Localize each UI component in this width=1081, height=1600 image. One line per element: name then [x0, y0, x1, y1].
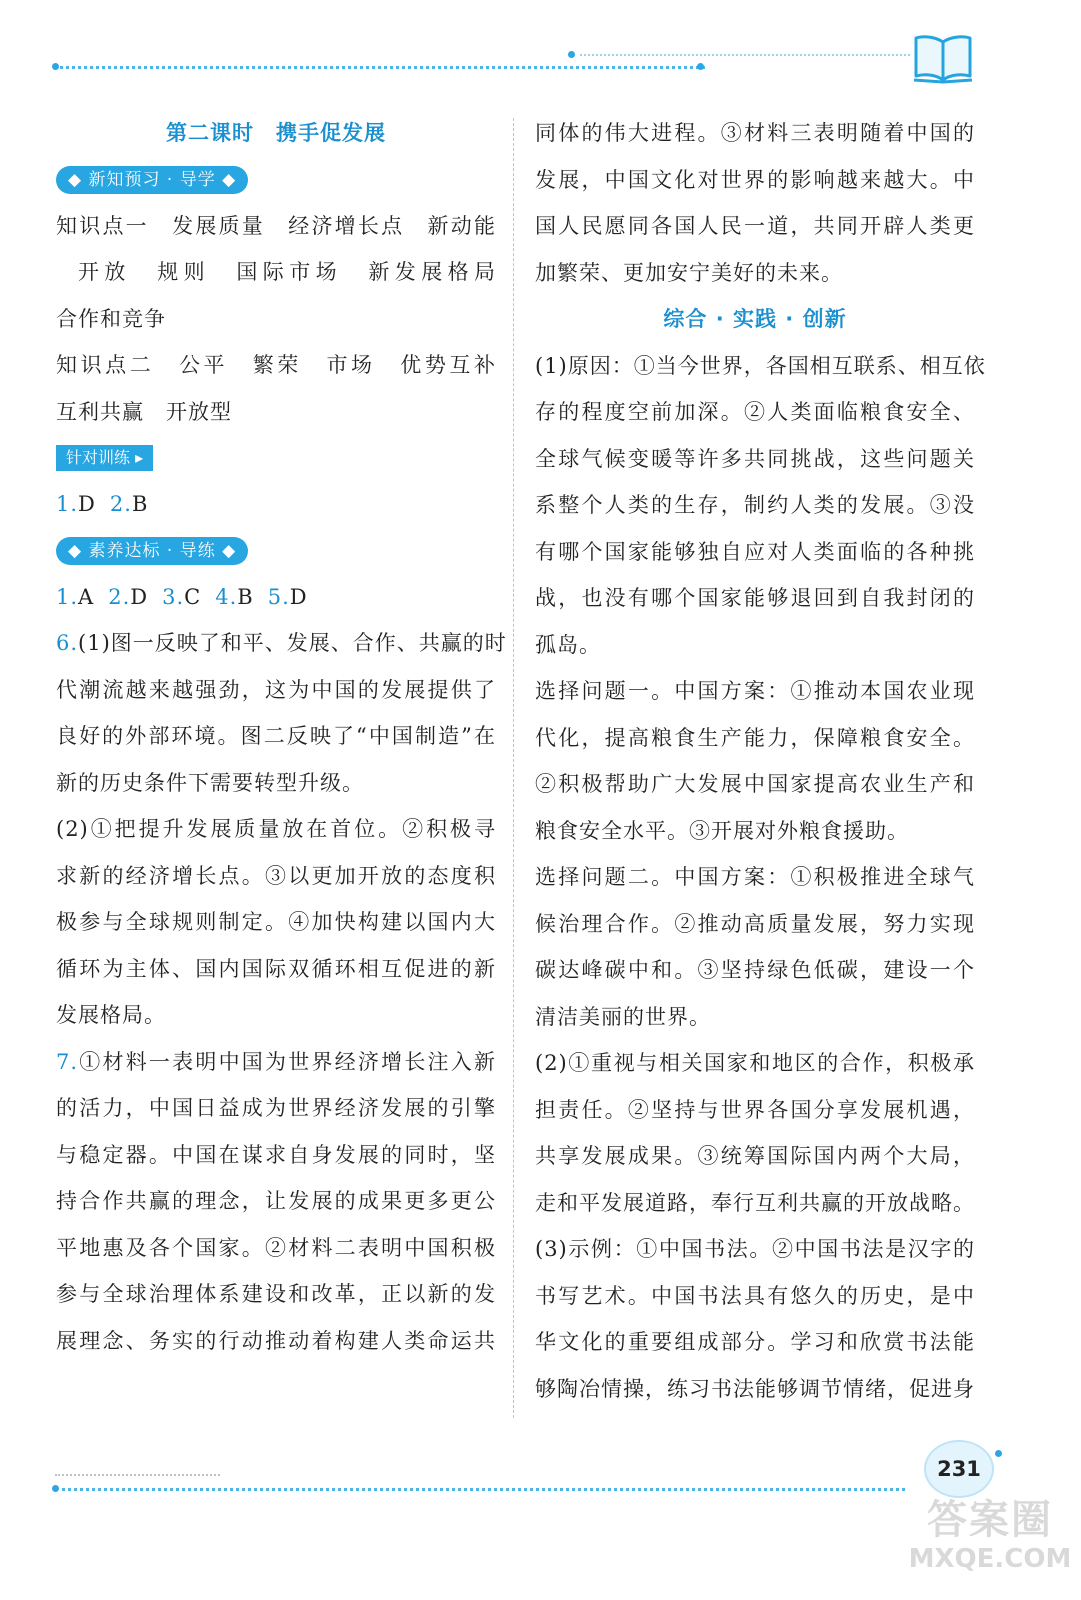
text-line: 选择问题一。中国方案：①推动本国农业现: [535, 679, 975, 703]
header-dot: [697, 63, 704, 70]
text-line: (2)①把提升发展质量放在首位。②积极寻: [56, 817, 496, 841]
column-divider: [513, 118, 514, 1418]
text-line: 展理念、务实的行动推动着构建人类命运共: [56, 1328, 496, 1353]
text-line: (1)原因：①当今世界，各国相互联系、相互依: [535, 353, 986, 378]
question-number: 1.: [56, 584, 79, 609]
text-line: 清洁美丽的世界。: [535, 1004, 711, 1029]
text-line: 粮食安全水平。③开展对外粮食援助。: [535, 818, 909, 843]
text-line: 有哪个国家能够独自应对人类面临的各种挑: [535, 539, 975, 564]
text-line: 新的历史条件下需要转型升级。: [56, 770, 364, 795]
text-line: 的活力，中国日益成为世界经济发展的引擎: [56, 1096, 496, 1120]
question-number: 3.: [162, 584, 185, 609]
question-number: 2.: [109, 492, 132, 516]
text-line: 开放 规则 国际市场 新发展格局: [78, 260, 496, 284]
answer-value: B: [237, 584, 254, 609]
text-line: 良好的外部环境。图二反映了“中国制造”在: [56, 724, 496, 748]
answer-line: [56, 481, 496, 528]
watermark-url: MXQE.COM: [908, 1544, 1072, 1574]
footer-dot: [995, 1450, 1002, 1457]
text-line: 共享发展成果。③统筹国际国内两个大局，: [535, 1144, 975, 1168]
text-line: (2)①重视与相关国家和地区的合作，积极承: [535, 1051, 975, 1075]
answer-line: [56, 574, 496, 621]
text-line: 知识点一 发展质量 经济增长点 新动能: [56, 213, 496, 238]
lesson-title: 第二课时 携手促发展: [166, 121, 386, 145]
text-line: 发展，中国文化对世界的影响越来越大。中: [535, 167, 975, 192]
answer-value: D: [289, 584, 308, 609]
text-line: 持合作共赢的理念，让发展的成果更多更公: [56, 1189, 496, 1213]
right-column: [535, 110, 986, 1412]
question-number: 1.: [56, 492, 79, 516]
text-line: 全球气候变暖等许多共同挑战，这些问题关: [535, 446, 975, 471]
answer-value: A: [78, 584, 95, 609]
text-line: 代化，提高粮食生产能力，保障粮食安全。: [535, 725, 975, 750]
text-line: 碳达峰碳中和。③坚持绿色低碳，建设一个: [535, 958, 975, 982]
text-line: 求新的经济增长点。③以更加开放的态度积: [56, 863, 496, 888]
text-line: 平地惠及各个国家。②材料二表明中国积极: [56, 1235, 496, 1260]
text-line: 合作和竞争: [56, 306, 166, 331]
question-number: 6.: [56, 631, 79, 655]
question-number: 5.: [267, 584, 290, 609]
section-tag-training: 针对训练 ▸: [56, 445, 153, 471]
footer-dotted-line: [55, 1488, 905, 1491]
answer-value: D: [130, 584, 149, 609]
text-line: (3)示例：①中国书法。②中国书法是汉字的: [535, 1237, 975, 1261]
text-line: 加繁荣、更加安宁美好的未来。: [535, 260, 843, 285]
answer-value: D: [78, 492, 96, 516]
footer-decoration-line: [55, 1474, 220, 1476]
text-line: 代潮流越来越强劲，这为中国的发展提供了: [56, 677, 496, 702]
text-line: 存的程度空前加深。②人类面临粮食安全、: [535, 400, 975, 424]
text-line: 参与全球治理体系建设和改革，正以新的发: [56, 1282, 496, 1306]
header-dot: [52, 63, 59, 70]
answer-value: C: [184, 584, 202, 609]
text-line: 孤岛。: [535, 632, 601, 657]
question-number: 4.: [215, 584, 238, 609]
text-line: 够陶冶情操，练习书法能够调节情绪，促进身: [535, 1376, 975, 1401]
page-number: 231: [924, 1440, 994, 1498]
section-badge-preview: ◆ 新知预习 · 导学 ◆: [56, 166, 248, 194]
text-line: 互利共赢 开放型: [56, 399, 232, 424]
text-line: 书写艺术。中国书法具有悠久的历史，是中: [535, 1283, 975, 1308]
text-line: 华文化的重要组成部分。学习和欣赏书法能: [535, 1330, 975, 1354]
left-column: [56, 110, 507, 1364]
text-line: 同体的伟大进程。③材料三表明随着中国的: [535, 121, 975, 145]
text-line: 国人民愿同各国人民一道，共同开辟人类更: [535, 214, 975, 238]
text-line: 系整个人类的生存，制约人类的发展。③没: [535, 493, 975, 517]
text-line: 循环为主体、国内国际双循环相互促进的新: [56, 956, 496, 981]
footer-dot: [52, 1485, 59, 1492]
watermark-text: 答案圈: [927, 1497, 1053, 1543]
section-heading-practice-innovation: 综合 · 实践 · 创新: [663, 307, 847, 331]
watermark-logo: [905, 1496, 1075, 1596]
answer-value: B: [131, 492, 149, 516]
text-line: 知识点二 公平 繁荣 市场 优势互补: [56, 353, 496, 377]
text-line: 候治理合作。②推动高质量发展，努力实现: [535, 911, 975, 936]
book-icon: [912, 32, 974, 84]
text-line: 与稳定器。中国在谋求自身发展的同时，坚: [56, 1142, 496, 1167]
text-line: 极参与全球规则制定。④加快构建以国内大: [56, 910, 496, 934]
section-badge-practice: ◆ 素养达标 · 导练 ◆: [56, 537, 248, 565]
text-line: 发展格局。: [56, 1003, 166, 1027]
header-dot: [568, 51, 575, 58]
question-number: 2.: [108, 584, 131, 609]
text-line: 走和平发展道路，奉行互利共赢的开放战略。: [535, 1190, 975, 1215]
question-number: 7.: [56, 1049, 79, 1074]
text-line: 6.(1)图一反映了和平、发展、合作、共赢的时: [56, 631, 507, 655]
text-line: 担责任。②坚持与世界各国分享发展机遇，: [535, 1097, 975, 1122]
text-line: 战，也没有哪个国家能够退回到自我封闭的: [535, 586, 975, 610]
header-dotted-line: [55, 66, 705, 69]
text-line: ②积极帮助广大发展中国家提高农业生产和: [535, 772, 975, 796]
header-decoration-line: [580, 54, 910, 56]
text-line: 选择问题二。中国方案：①积极推进全球气: [535, 865, 975, 889]
text-line: 7.①材料一表明中国为世界经济增长注入新: [56, 1049, 496, 1074]
